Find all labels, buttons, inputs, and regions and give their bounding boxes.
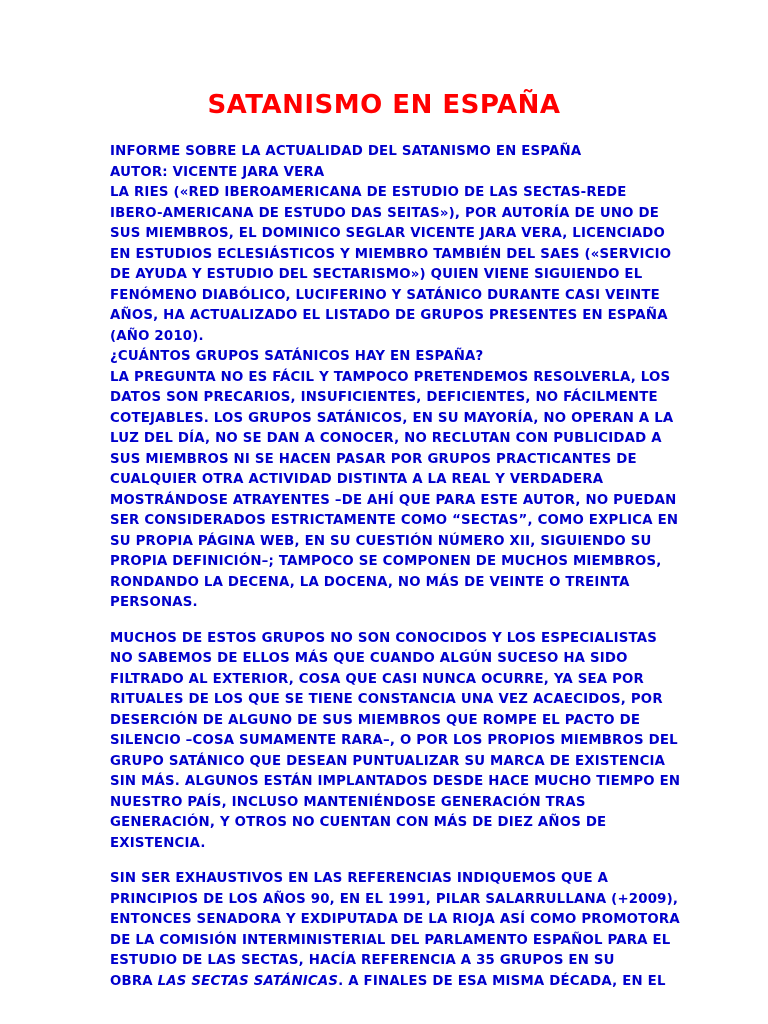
document-body xyxy=(110,142,681,992)
text-line: SIN MÁS. ALGUNOS ESTÁN IMPLANTADOS DESDE HACE MUCHO TIEMPO EN xyxy=(110,774,681,789)
text-line: SIN SER EXHAUSTIVOS EN LAS REFERENCIAS INDIQUEMOS QUE A xyxy=(110,871,609,886)
text-line: DESERCIÓN DE ALGUNO DE SUS MIEMBROS QUE ROMPE EL PACTO DE xyxy=(110,712,641,728)
text-line: SUS MIEMBROS, EL DOMINICO SEGLAR VICENTE JARA VERA, LICENCIADO xyxy=(110,226,666,241)
document-title: SATANISMO EN ESPAÑA xyxy=(207,90,561,120)
text-line: FENÓMENO DIABÓLICO, LUCIFERINO Y SATÁNICO DURANTE CASI VEINTE xyxy=(110,287,660,303)
text-line: ENTONCES SENADORA Y EXDIPUTADA DE LA RIOJA ASÍ COMO PROMOTORA xyxy=(110,912,680,927)
text-line: MOSTRÁNDOSE ATRAYENTES –DE AHÍ QUE PARA ESTE AUTOR, NO PUEDAN xyxy=(110,492,677,508)
text-line xyxy=(110,972,670,993)
text-line: LA PREGUNTA NO ES FÁCIL Y TAMPOCO PRETENDEMOS RESOLVERLA, LOS xyxy=(110,369,671,385)
text-line: AUTOR: VICENTE JARA VERA xyxy=(110,164,325,180)
text-line: COTEJABLES. LOS GRUPOS SATÁNICOS, EN SU MAYORÍA, NO OPERAN A LA xyxy=(110,410,674,426)
text-segment: . A FINALES DE ESA MISMA DÉCADA, EN EL xyxy=(338,973,666,989)
text-line: EXISTENCIA. xyxy=(110,835,206,851)
text-line: MUCHOS DE ESTOS GRUPOS NO SON CONOCIDOS Y LOS ESPECIALISTAS xyxy=(110,630,658,646)
text-line: LUZ DEL DÍA, NO SE DAN A CONOCER, NO RECLUTAN CON PUBLICIDAD A xyxy=(110,431,662,446)
text-line: PRINCIPIOS DE LOS AÑOS 90, EN EL 1991, PILAR SALARRULLANA (+2009), xyxy=(110,891,679,907)
text-line: INFORME SOBRE LA ACTUALIDAD DEL SATANISMO EN ESPAÑA xyxy=(110,144,582,159)
paragraph-2 xyxy=(110,629,681,855)
paragraph-1 xyxy=(110,142,679,614)
text-line: GENERACIÓN, Y OTROS NO CUENTAN CON MÁS DE DIEZ AÑOS DE xyxy=(110,815,607,830)
text-line: PROPIA DEFINICIÓN–; TAMPOCO SE COMPONEN DE MUCHOS MIEMBROS, xyxy=(110,554,662,569)
text-line: RITUALES DE LOS QUE SE TIENE CONSTANCIA UNA VEZ ACAECIDOS, POR xyxy=(110,692,663,707)
text-line: SUS MIEMBROS NI SE HACEN PASAR POR GRUPOS PRACTICANTES DE xyxy=(110,451,637,467)
text-line: DATOS SON PRECARIOS, INSUFICIENTES, DEFICIENTES, NO FÁCILMENTE xyxy=(110,390,658,405)
text-line: ¿CUÁNTOS GRUPOS SATÁNICOS HAY EN ESPAÑA? xyxy=(110,349,484,364)
book-title: LAS SECTAS SATÁNICAS xyxy=(157,973,339,989)
text-line: SER CONSIDERADOS ESTRICTAMENTE COMO “SECTAS”, COMO EXPLICA EN xyxy=(110,513,679,528)
text-line: AÑOS, HA ACTUALIZADO EL LISTADO DE GRUPOS PRESENTES EN ESPAÑA xyxy=(110,308,668,323)
text-line: PERSONAS. xyxy=(110,595,198,610)
text-line: SU PROPIA PÁGINA WEB, EN SU CUESTIÓN NÚMERO XII, SIGUIENDO SU xyxy=(110,533,652,549)
text-line: CUALQUIER OTRA ACTIVIDAD DISTINTA A LA REAL Y VERDADERA xyxy=(110,472,604,487)
text-line: FILTRADO AL EXTERIOR, COSA QUE CASI NUNCA OCURRE, YA SEA POR xyxy=(110,671,644,687)
text-segment: OBRA xyxy=(110,973,158,989)
text-line: RONDANDO LA DECENA, LA DOCENA, NO MÁS DE VEINTE O TREINTA xyxy=(110,574,630,590)
text-line: ESTUDIO DE LAS SECTAS, HACÍA REFERENCIA A 35 GRUPOS EN SU xyxy=(110,953,615,968)
text-line: DE AYUDA Y ESTUDIO DEL SECTARISMO») QUIEN VIENE SIGUIENDO EL xyxy=(110,267,643,282)
text-line: (AÑO 2010). xyxy=(110,328,204,344)
text-line: LA RIES («RED IBEROAMERICANA DE ESTUDIO DE LAS SECTAS-REDE xyxy=(110,185,627,200)
paragraph-3 xyxy=(110,869,680,992)
text-line: IBERO-AMERICANA DE ESTUDO DAS SEITAS»), POR AUTORÍA DE UNO DE xyxy=(110,205,660,221)
text-line: EN ESTUDIOS ECLESIÁSTICOS Y MIEMBRO TAMBIÉN DEL SAES («SERVICIO xyxy=(110,246,672,262)
text-line: DE LA COMISIÓN INTERMINISTERIAL DEL PARLAMENTO ESPAÑOL PARA EL xyxy=(110,932,671,948)
text-line: NUESTRO PAÍS, INCLUSO MANTENIÉNDOSE GENERACIÓN TRAS xyxy=(110,794,586,810)
text-line: GRUPO SATÁNICO QUE DESEAN PUNTUALIZAR SU MARCA DE EXISTENCIA xyxy=(110,753,666,769)
text-line: NO SABEMOS DE ELLOS MÁS QUE CUANDO ALGÚN SUCESO HA SIDO xyxy=(110,651,628,666)
text-line: SILENCIO –COSA SUMAMENTE RARA–, O POR LOS PROPIOS MIEMBROS DEL xyxy=(110,733,678,748)
